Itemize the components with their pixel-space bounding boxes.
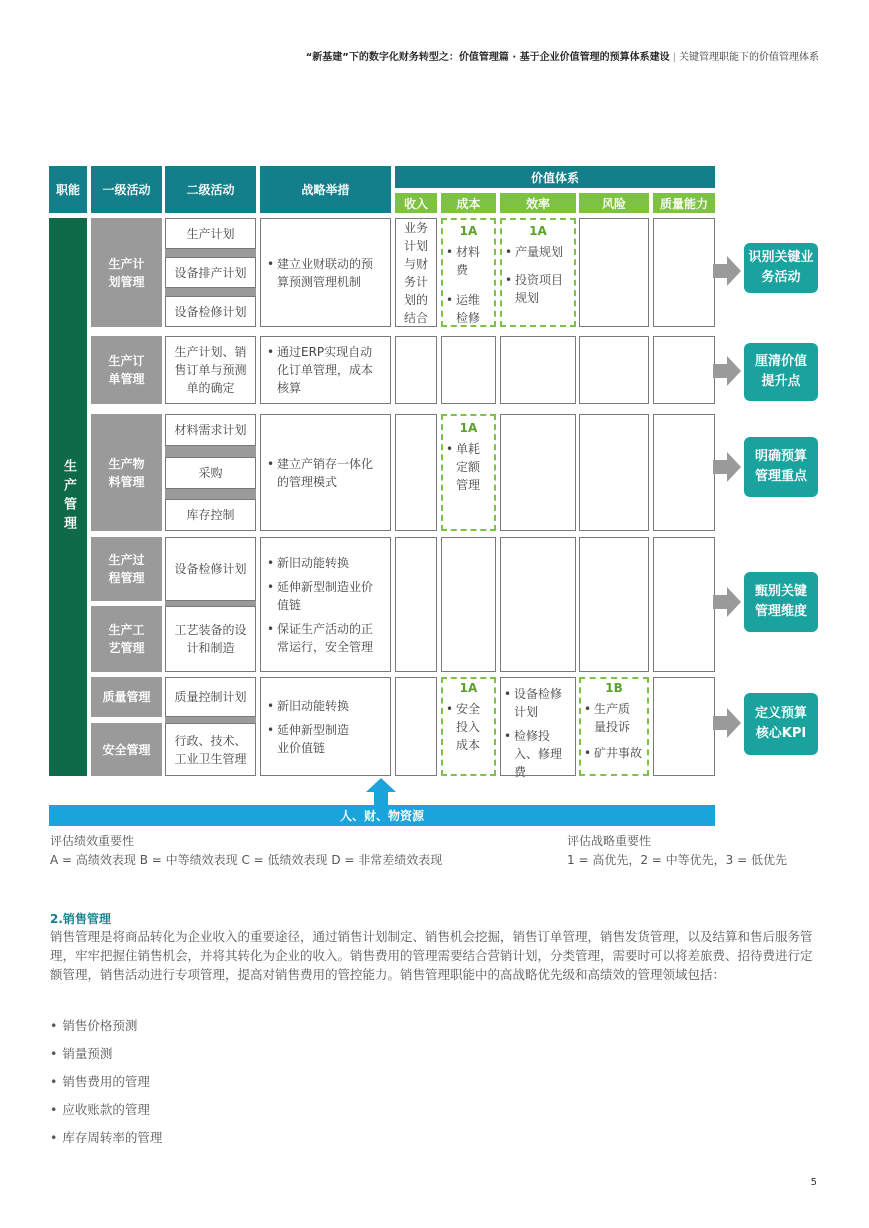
income-plan xyxy=(395,218,437,327)
strategy-process xyxy=(260,537,391,672)
label-define-kpi: 定义预算核心KPI xyxy=(744,693,818,755)
quality-quality xyxy=(653,677,715,776)
page-header xyxy=(306,48,819,63)
l1-quality: 质量管理 xyxy=(91,677,162,717)
header-level1: 一级活动 xyxy=(91,166,162,213)
function-label: 生产管理 xyxy=(61,459,76,535)
bullet-item-4: • 应收账款的管理 xyxy=(50,1100,150,1118)
cost-material-item: • 单耗定额管理 xyxy=(446,440,484,494)
eff-quality-item-1: • 设备检修计划 xyxy=(504,685,572,721)
income-process xyxy=(395,537,437,672)
perf-title: 评估绩效重要性 xyxy=(50,834,135,848)
label-management-dimensions: 甄别关键管理维度 xyxy=(744,572,818,632)
strategy-plan xyxy=(260,218,391,327)
label-value-points: 厘清价值提升点 xyxy=(744,343,818,401)
l1-material-label: 生产物料管理 xyxy=(108,456,145,489)
eff-plan-tag: 1A xyxy=(529,224,547,238)
strategy-quality-item-2: • 延伸新型制造业价值链 xyxy=(267,721,357,757)
eff-plan xyxy=(500,218,576,327)
header-level2: 二级活动 xyxy=(165,166,256,213)
l2-material-item-2: 采购 xyxy=(165,457,256,489)
page-number: 5 xyxy=(810,1177,817,1188)
l2-material-item-3: 库存控制 xyxy=(165,499,256,531)
vcol-risk: 风险 xyxy=(579,193,649,213)
eff-process xyxy=(500,537,576,672)
eff-quality xyxy=(500,677,576,779)
header-value-system: 价值体系 xyxy=(395,166,715,188)
quality-material xyxy=(653,414,715,531)
eff-plan-item-1: • 产量规划 xyxy=(505,243,571,261)
l1-plan-label: 生产计划管理 xyxy=(108,256,145,289)
eff-order xyxy=(500,336,576,404)
label-budget-focus: 明确预算管理重点 xyxy=(744,437,818,497)
risk-order xyxy=(579,336,649,404)
l1-safety: 安全管理 xyxy=(91,723,162,776)
cost-order xyxy=(441,336,496,404)
risk-process xyxy=(579,537,649,672)
vcol-efficiency: 效率 xyxy=(500,193,576,213)
bullet-item-2: • 销量预测 xyxy=(50,1044,112,1062)
resource-up-arrow xyxy=(366,778,396,806)
l1-craft xyxy=(91,606,162,672)
header-strategy: 战略举措 xyxy=(260,166,391,213)
cost-process xyxy=(441,537,496,672)
strategy-material-item: • 建立产销存一体化的管理模式 xyxy=(267,455,384,491)
bullet-item-1: • 销售价格预测 xyxy=(50,1016,137,1034)
risk-material xyxy=(579,414,649,531)
quality-order xyxy=(653,336,715,404)
l2-order: 生产计划、销售订单与预测单的确定 xyxy=(165,336,256,404)
l2-craft: 工艺装备的设计和制造 xyxy=(165,606,256,672)
cost-quality xyxy=(441,677,496,776)
section-title: 2.销售管理 xyxy=(50,912,111,926)
label-identify-activities: 识别关键业务活动 xyxy=(744,243,818,293)
strat-scale: 1 = 高优先，2 = 中等优先，3 = 低优先 xyxy=(567,853,787,867)
right-arrow-icon-2 xyxy=(713,356,741,386)
income-material xyxy=(395,414,437,531)
right-arrow-icon-4 xyxy=(713,587,741,617)
cost-material xyxy=(441,414,496,531)
vcol-cost: 成本 xyxy=(441,193,496,213)
l2-plan-item-2: 设备排产计划 xyxy=(165,257,256,288)
l2-quality: 质量控制计划 xyxy=(165,677,256,717)
l1-order xyxy=(91,336,162,404)
income-plan-text: 业务计划与财务计划的结合 xyxy=(403,220,428,325)
right-arrow-icon-1 xyxy=(713,256,741,286)
cost-plan-tag: 1A xyxy=(459,224,478,238)
l1-process xyxy=(91,537,162,601)
header-title: “新基建”下的数字化财务转型之：价值管理篇 · 基于企业价值管理的预算体系建设 xyxy=(305,52,670,63)
l1-material xyxy=(91,414,162,531)
eff-material xyxy=(500,414,576,531)
strategy-process-item-1: • 新旧动能转换 xyxy=(267,554,384,572)
strategy-quality-item-1: • 新旧动能转换 xyxy=(267,697,384,715)
cost-material-tag: 1A xyxy=(459,421,478,435)
risk-quality-item-2: • 矿井事故 xyxy=(584,744,644,762)
l1-craft-label: 生产工艺管理 xyxy=(108,623,145,655)
resources-bar: 人、财、物资源 xyxy=(49,805,715,826)
function-production-management xyxy=(49,218,87,776)
cost-quality-tag: 1A xyxy=(459,681,478,695)
l1-plan xyxy=(91,218,162,327)
eff-quality-item-2: • 检修投入、修理费 xyxy=(504,727,572,781)
income-quality xyxy=(395,677,437,776)
income-order xyxy=(395,336,437,404)
right-arrow-icon-5 xyxy=(713,708,741,738)
strat-title: 评估战略重要性 xyxy=(567,834,652,848)
perf-scale: A = 高绩效表现 B = 中等绩效表现 C = 低绩效表现 D = 非常差绩效表现 xyxy=(50,853,443,867)
vcol-income: 收入 xyxy=(395,193,437,213)
l2-plan-item-1: 生产计划 xyxy=(165,218,256,249)
vcol-quality: 质量能力 xyxy=(653,193,715,213)
quality-plan xyxy=(653,218,715,327)
risk-plan xyxy=(579,218,649,327)
l2-process: 设备检修计划 xyxy=(165,537,256,601)
section-paragraph: 销售管理是将商品转化为企业收入的重要途径，通过销售计划制定、销售机会挖掘，销售订单管理，销售发货管理，以及结算和售后服务管理，牢牢把握住销售机会，并将其转化为企业的收入。销售费用的管理需要结合营销计划，分类管理，需要时可以将差旅费、招待费进行定额管理，销售活动进行专项管理，提高对销售费用的管控能力。销售管理职能中的高战略优先级和高绩效的管理领域包括： xyxy=(50,929,813,982)
strategy-order-item: • 通过ERP实现自动化订单管理，成本核算 xyxy=(267,343,384,397)
l2-safety: 行政、技术、工业卫生管理 xyxy=(165,723,256,776)
header-function: 职能 xyxy=(49,166,87,213)
l1-process-label: 生产过程管理 xyxy=(108,553,145,585)
bullet-item-3: • 销售费用的管理 xyxy=(50,1072,150,1090)
strategy-order xyxy=(260,336,391,404)
risk-quality-item-1: • 生产质量投诉 xyxy=(584,700,634,736)
eff-plan-item-2: • 投资项目规划 xyxy=(505,271,571,307)
strategy-process-item-2: • 延伸新型制造业价值链 xyxy=(267,578,384,614)
header-separator: | xyxy=(672,52,676,63)
header-subtitle: 关键管理职能下的价值管理体系 xyxy=(679,52,819,63)
cost-plan xyxy=(441,218,496,327)
l2-material-item-1: 材料需求计划 xyxy=(165,414,256,446)
right-arrow-icon-3 xyxy=(713,452,741,482)
l1-order-label: 生产订单管理 xyxy=(108,354,145,386)
risk-quality-tag: 1B xyxy=(605,681,623,695)
strategy-plan-item: • 建立业财联动的预算预测管理机制 xyxy=(267,255,384,291)
strategy-quality xyxy=(260,677,391,776)
bullet-item-5: • 库存周转率的管理 xyxy=(50,1128,162,1146)
quality-process xyxy=(653,537,715,672)
strategy-material xyxy=(260,414,391,531)
l2-plan-item-3: 设备检修计划 xyxy=(165,296,256,327)
risk-quality xyxy=(579,677,649,776)
cost-quality-item: • 安全投入成本 xyxy=(446,700,486,754)
cost-plan-item-1: • 材料费 xyxy=(446,243,491,279)
strategy-process-item-3: • 保证生产活动的正常运行，安全管理 xyxy=(267,620,384,656)
cost-plan-item-2: • 运维检修 xyxy=(446,291,491,327)
